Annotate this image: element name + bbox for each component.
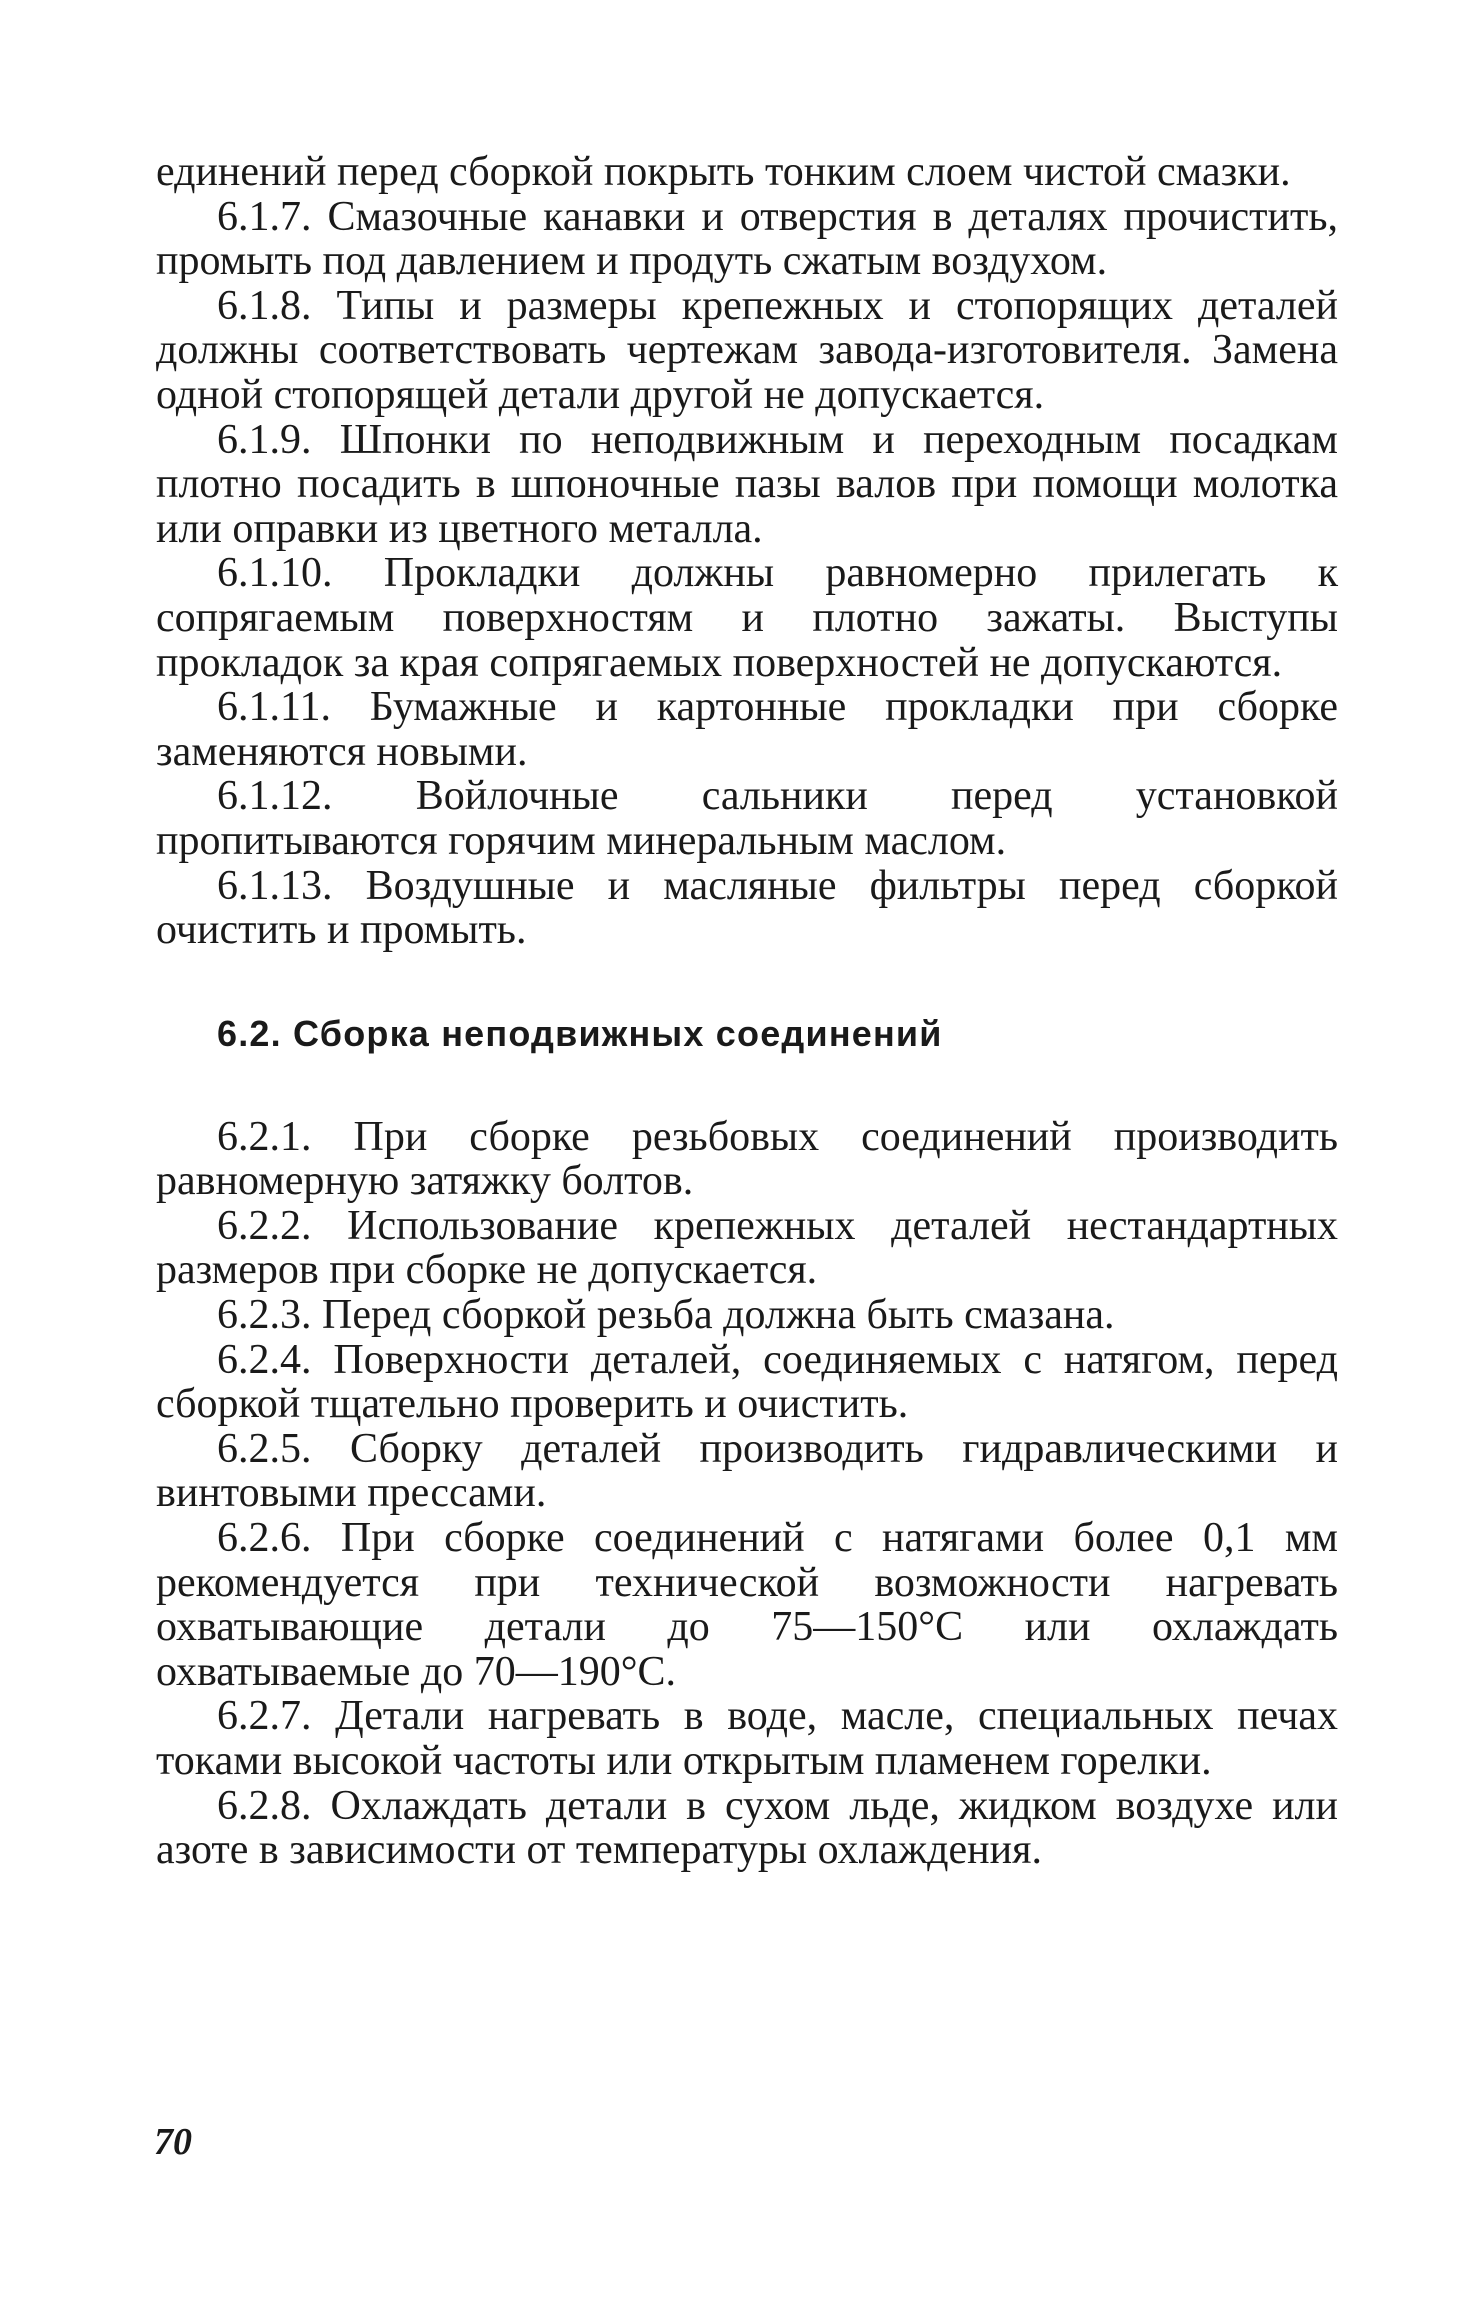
paragraph-6-2-8: 6.2.8. Охлаждать детали в сухом льде, жидком воздухе или азоте в зависимости от температуры охлаждения. <box>156 1782 1338 1874</box>
paragraph-6-2-4: 6.2.4. Поверхности деталей, соединяемых с натягом, перед сборкой тщательно проверить и очистить. <box>156 1336 1338 1428</box>
paragraph-6-1-11: 6.1.11. Бумажные и картонные прокладки при сборке заменяются новыми. <box>156 684 1338 775</box>
paragraph-6-2-7: 6.2.7. Детали нагревать в воде, масле, специальных печах токами высокой частоты или открытым пламенем горелки. <box>156 1693 1338 1784</box>
paragraph-6-2-3: 6.2.3. Перед сборкой резьба должна быть смазана. <box>217 1292 1115 1339</box>
paragraph-6-1-7: 6.1.7. Смазочные канавки и отверстия в деталях прочистить, промыть под давлением и продуть сжатым воздухом. <box>156 193 1338 285</box>
paragraph-6-1-12: 6.1.12. Войлочные сальники перед установкой пропитываются горячим минеральным маслом. <box>156 773 1338 864</box>
paragraph-6-2-1: 6.2.1. При сборке резьбовых соединений производить равномерную затяжку болтов. <box>156 1113 1338 1205</box>
paragraph-6-1-9: 6.1.9. Шпонки по неподвижным и переходным посадкам плотно посадить в шпоночные пазы валов при помощи молотка или оправки из цветного металла. <box>156 416 1338 552</box>
document-page <box>156 150 1338 1873</box>
paragraph-6-2-6: 6.2.6. При сборке соединений с натягами более 0,1 мм рекомендуется при технической возможности нагревать охватывающие детали до 75—150°С или охлаждать охватываемые до 70—190°С. <box>156 1515 1338 1695</box>
paragraph-6-1-8: 6.1.8. Типы и размеры крепежных и стопорящих деталей должны соответствовать чертежам завода-изготовителя. Замена одной стопорящей детали другой не допускается. <box>156 282 1338 418</box>
paragraph-6-1-10: 6.1.10. Прокладки должны равномерно прилегать к сопрягаемым поверхностям и плотно зажаты. Выступы прокладок за края сопрягаемых поверхностей не допускаются. <box>156 550 1338 686</box>
section-heading-6-2: 6.2. Сборка неподвижных соединений <box>217 1012 943 1054</box>
paragraph-6-1-6-continuation: единений перед сборкой покрыть тонким слоем чистой смазки. <box>156 149 1291 195</box>
paragraph-6-2-2: 6.2.2. Использование крепежных деталей нестандартных размеров при сборке не допускается. <box>156 1202 1338 1294</box>
paragraph-6-1-13: 6.1.13. Воздушные и масляные фильтры перед сборкой очистить и промыть. <box>156 862 1338 954</box>
paragraph-6-2-5: 6.2.5. Сборку деталей производить гидравлическими и винтовыми прессами. <box>156 1425 1338 1517</box>
page-number: 70 <box>154 2121 192 2163</box>
